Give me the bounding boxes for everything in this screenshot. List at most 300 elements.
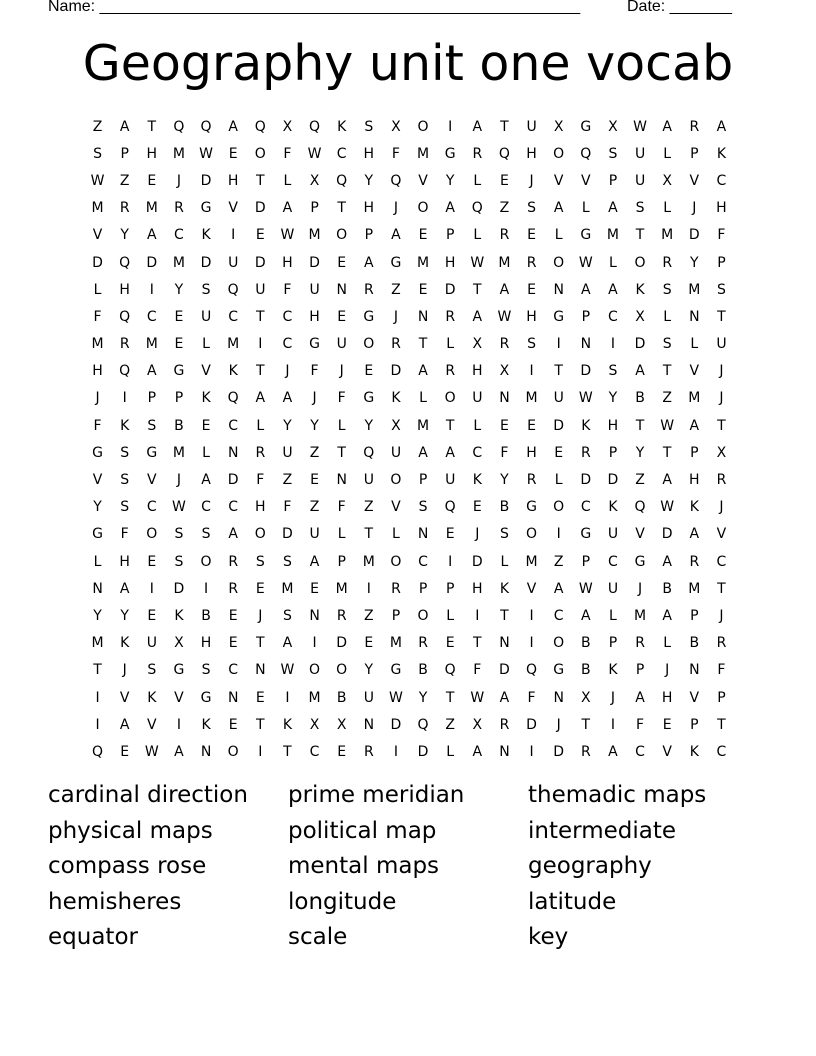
- grid-letter: I: [529, 635, 534, 652]
- grid-letter: B: [662, 580, 672, 597]
- grid-letter: I: [95, 716, 100, 733]
- grid-letter: M: [688, 390, 701, 407]
- grid-letter: A: [608, 200, 618, 217]
- grid-letter: E: [120, 743, 130, 760]
- grid-letter: B: [499, 499, 510, 516]
- word-list-item: hemisheres: [48, 888, 182, 915]
- grid-letter: R: [526, 254, 537, 271]
- grid-letter: G: [363, 390, 375, 407]
- grid-letter: I: [529, 743, 534, 760]
- grid-letter: A: [472, 743, 483, 760]
- date-field-line: Date: _______: [627, 0, 732, 15]
- grid-letter: E: [228, 635, 238, 652]
- grid-letter: S: [608, 363, 618, 380]
- grid-letter: E: [418, 281, 428, 298]
- grid-letter: T: [147, 118, 157, 135]
- grid-letter: K: [608, 499, 618, 516]
- grid-letter: H: [119, 281, 130, 298]
- grid-letter: N: [553, 281, 564, 298]
- grid-letter: Y: [120, 227, 129, 244]
- grid-letter: F: [717, 227, 726, 244]
- grid-letter: I: [556, 336, 561, 353]
- grid-letter: M: [417, 417, 430, 434]
- grid-letter: A: [391, 227, 401, 244]
- grid-letter: M: [172, 254, 185, 271]
- grid-letter: P: [337, 553, 346, 570]
- grid-letter: R: [526, 472, 537, 489]
- grid-letter: P: [717, 689, 726, 706]
- grid-letter: J: [529, 172, 534, 189]
- grid-letter: C: [282, 336, 293, 353]
- grid-letter: H: [363, 145, 375, 162]
- grid-letter: V: [418, 172, 428, 189]
- grid-letter: P: [174, 390, 184, 407]
- grid-row: [84, 358, 736, 385]
- grid-letter: M: [417, 254, 430, 271]
- grid-letter: L: [473, 227, 482, 244]
- grid-letter: H: [309, 308, 320, 325]
- grid-letter: M: [688, 281, 701, 298]
- grid-letter: D: [227, 472, 239, 489]
- word-list: [48, 778, 768, 956]
- grid-letter: P: [690, 607, 699, 624]
- grid-letter: C: [716, 743, 727, 760]
- grid-letter: P: [120, 145, 129, 162]
- word-list-item: cardinal direction: [48, 782, 248, 808]
- grid-letter: O: [444, 390, 456, 407]
- grid-letter: T: [256, 172, 265, 189]
- grid-letter: D: [309, 254, 320, 271]
- grid-letter: Z: [553, 553, 564, 570]
- word-list-item: physical maps: [48, 817, 213, 844]
- grid-letter: W: [497, 308, 512, 325]
- grid-letter: O: [390, 553, 402, 570]
- grid-letter: S: [120, 472, 130, 489]
- grid-letter: Y: [93, 499, 102, 516]
- grid-letter: A: [499, 689, 510, 706]
- grid-letter: T: [256, 635, 265, 652]
- grid-letter: L: [581, 200, 590, 217]
- grid-letter: F: [283, 145, 292, 162]
- grid-letter: A: [553, 580, 564, 597]
- grid-letter: G: [363, 308, 375, 325]
- grid-letter: T: [635, 417, 645, 434]
- grid-letter: M: [172, 444, 185, 461]
- grid-letter: D: [390, 363, 402, 380]
- grid-letter: F: [310, 363, 319, 380]
- grid-letter: R: [363, 281, 374, 298]
- grid-letter: X: [391, 417, 401, 434]
- grid-letter: G: [200, 689, 212, 706]
- grid-letter: H: [526, 145, 537, 162]
- grid-letter: G: [580, 526, 592, 543]
- grid-letter: S: [527, 336, 536, 353]
- grid-letter: G: [444, 145, 456, 162]
- grid-letter: T: [473, 635, 482, 652]
- word-list-item: geography: [528, 853, 652, 879]
- grid-letter: F: [93, 308, 102, 325]
- grid-letter: A: [282, 635, 293, 652]
- grid-letter: N: [417, 526, 429, 543]
- grid-letter: Y: [310, 417, 319, 434]
- grid-letter: E: [662, 716, 672, 733]
- grid-letter: U: [390, 444, 402, 461]
- grid-letter: D: [200, 172, 212, 189]
- grid-letter: N: [580, 336, 592, 353]
- grid-letter: D: [661, 526, 673, 543]
- grid-letter: T: [445, 417, 455, 434]
- grid-letter: E: [527, 281, 536, 298]
- grid-letter: R: [716, 635, 727, 652]
- grid-letter: D: [200, 254, 212, 271]
- grid-letter: O: [417, 200, 429, 217]
- grid-row: [84, 167, 736, 194]
- grid-letter: L: [663, 308, 672, 325]
- grid-letter: L: [419, 390, 427, 407]
- grid-letter: V: [119, 689, 130, 706]
- grid-letter: A: [608, 281, 618, 298]
- grid-letter: L: [609, 254, 617, 271]
- grid-letter: G: [146, 444, 158, 461]
- grid-letter: X: [581, 689, 591, 706]
- grid-letter: T: [418, 336, 428, 353]
- grid-letter: R: [499, 227, 510, 244]
- grid-letter: N: [363, 716, 375, 733]
- grid-letter: U: [309, 526, 320, 543]
- grid-letter: H: [526, 444, 537, 461]
- grid-letter: L: [663, 200, 672, 217]
- grid-letter: X: [391, 118, 401, 135]
- grid-letter: E: [554, 444, 564, 461]
- grid-letter: P: [310, 200, 319, 217]
- grid-letter: C: [228, 662, 239, 679]
- grid-letter: O: [254, 526, 266, 543]
- grid-letter: H: [661, 689, 673, 706]
- grid-letter: K: [581, 417, 591, 434]
- grid-letter: B: [201, 607, 211, 624]
- grid-letter: C: [228, 308, 239, 325]
- grid-letter: X: [635, 308, 645, 325]
- grid-letter: L: [256, 417, 265, 434]
- grid-letter: R: [445, 363, 456, 380]
- grid-letter: A: [716, 118, 727, 135]
- grid-letter: P: [147, 390, 157, 407]
- grid-letter: B: [689, 635, 700, 652]
- grid-letter: T: [662, 444, 672, 461]
- grid-letter: Q: [634, 499, 646, 516]
- grid-letter: T: [581, 716, 591, 733]
- grid-letter: A: [662, 607, 672, 624]
- grid-letter: V: [662, 743, 672, 760]
- grid-letter: P: [690, 145, 699, 162]
- grid-letter: L: [446, 607, 455, 624]
- grid-letter: K: [282, 716, 293, 733]
- grid-letter: E: [147, 607, 157, 624]
- grid-letter: C: [228, 499, 239, 516]
- grid-letter: A: [581, 281, 591, 298]
- grid-letter: L: [554, 472, 563, 489]
- grid-letter: R: [472, 145, 483, 162]
- grid-letter: Y: [418, 689, 428, 706]
- grid-letter: C: [580, 499, 591, 516]
- grid-letter: O: [634, 254, 646, 271]
- grid-letter: F: [500, 444, 509, 461]
- grid-letter: R: [445, 308, 456, 325]
- grid-letter: E: [147, 553, 157, 570]
- grid-letter: R: [119, 200, 130, 217]
- grid-letter: T: [337, 444, 346, 461]
- grid-letter: T: [635, 227, 645, 244]
- grid-letter: T: [473, 281, 482, 298]
- grid-letter: A: [445, 444, 455, 461]
- grid-letter: K: [608, 662, 618, 679]
- grid-letter: F: [283, 281, 292, 298]
- grid-letter: F: [717, 662, 726, 679]
- grid-letter: F: [283, 499, 292, 516]
- grid-letter: M: [91, 200, 104, 217]
- grid-letter: E: [174, 336, 184, 353]
- grid-row: [84, 303, 736, 330]
- grid-letter: I: [610, 716, 615, 733]
- grid-letter: U: [282, 444, 293, 461]
- grid-letter: Z: [662, 390, 672, 407]
- grid-letter: S: [662, 336, 672, 353]
- word-list-item: political map: [288, 817, 437, 844]
- grid-letter: O: [336, 662, 348, 679]
- grid-letter: V: [201, 363, 211, 380]
- word-list-item: equator: [48, 924, 138, 950]
- grid-letter: S: [527, 200, 536, 217]
- grid-letter: H: [200, 635, 212, 652]
- grid-letter: W: [280, 662, 295, 679]
- grid-letter: I: [203, 580, 209, 597]
- grid-letter: N: [553, 689, 564, 706]
- grid-letter: J: [719, 499, 724, 516]
- grid-letter: T: [717, 580, 726, 597]
- grid-letter: J: [665, 662, 670, 679]
- grid-letter: A: [635, 363, 645, 380]
- grid-letter: F: [527, 689, 536, 706]
- grid-letter: D: [92, 254, 103, 271]
- grid-letter: J: [475, 526, 480, 543]
- grid-letter: D: [390, 716, 402, 733]
- grid-letter: S: [282, 607, 292, 624]
- word-list-item: themadic maps: [528, 782, 707, 808]
- grid-letter: A: [282, 200, 293, 217]
- grid-letter: U: [607, 580, 619, 597]
- grid-letter: A: [662, 472, 672, 489]
- grid-letter: I: [312, 635, 317, 652]
- grid-letter: R: [499, 716, 510, 733]
- grid-letter: H: [472, 580, 483, 597]
- grid-letter: X: [472, 716, 483, 733]
- grid-letter: G: [173, 363, 185, 380]
- grid-letter: O: [526, 526, 538, 543]
- grid-letter: L: [609, 607, 617, 624]
- word-list-item: scale: [288, 924, 348, 950]
- grid-letter: F: [93, 417, 102, 434]
- grid-letter: M: [525, 553, 538, 570]
- grid-letter: Y: [283, 417, 292, 434]
- grid-letter: X: [282, 118, 293, 135]
- grid-letter: T: [554, 363, 563, 380]
- grid-letter: H: [282, 254, 293, 271]
- word-search-grid: [84, 113, 736, 766]
- grid-letter: Y: [500, 472, 509, 489]
- grid-letter: U: [716, 336, 727, 353]
- grid-letter: J: [393, 308, 398, 325]
- grid-letter: Y: [364, 417, 374, 434]
- grid-letter: P: [418, 472, 428, 489]
- grid-letter: Z: [282, 472, 293, 489]
- grid-letter: S: [282, 553, 292, 570]
- grid-letter: X: [662, 172, 672, 189]
- grid-letter: R: [418, 635, 428, 652]
- grid-letter: J: [637, 580, 643, 597]
- page-title: Geography unit one vocab: [82, 35, 734, 92]
- grid-letter: X: [309, 716, 320, 733]
- grid-letter: E: [255, 580, 265, 597]
- grid-letter: W: [470, 689, 485, 706]
- grid-letter: N: [227, 444, 239, 461]
- grid-letter: E: [228, 145, 238, 162]
- grid-letter: A: [499, 281, 510, 298]
- grid-letter: V: [689, 172, 700, 189]
- word-list-item: latitude: [528, 888, 617, 915]
- grid-letter: W: [660, 499, 675, 516]
- grid-letter: X: [174, 635, 184, 652]
- grid-letter: Q: [119, 254, 131, 271]
- grid-letter: C: [472, 444, 483, 461]
- grid-letter: E: [337, 308, 347, 325]
- grid-letter: E: [255, 227, 265, 244]
- grid-letter: E: [310, 580, 319, 597]
- grid-letter: I: [149, 281, 154, 298]
- grid-letter: A: [119, 716, 130, 733]
- grid-letter: O: [309, 662, 321, 679]
- grid-letter: I: [231, 227, 236, 244]
- grid-letter: A: [309, 553, 320, 570]
- grid-letter: T: [256, 363, 265, 380]
- grid-letter: D: [254, 254, 266, 271]
- grid-letter: M: [308, 227, 321, 244]
- grid-letter: M: [389, 635, 402, 652]
- grid-letter: G: [526, 499, 537, 516]
- grid-letter: H: [607, 417, 619, 434]
- grid-letter: Q: [580, 145, 592, 162]
- grid-letter: A: [445, 200, 455, 217]
- grid-row: [84, 738, 736, 765]
- grid-letter: L: [473, 172, 482, 189]
- grid-row: [84, 331, 736, 358]
- grid-letter: U: [228, 254, 239, 271]
- grid-letter: P: [391, 607, 401, 624]
- grid-letter: R: [119, 336, 130, 353]
- grid-letter: K: [201, 716, 211, 733]
- grid-letter: J: [610, 689, 615, 706]
- grid-letter: Z: [364, 607, 374, 624]
- grid-letter: C: [553, 607, 564, 624]
- grid-letter: P: [608, 172, 618, 189]
- grid-letter: D: [553, 743, 565, 760]
- grid-letter: K: [120, 417, 130, 434]
- grid-letter: Q: [498, 145, 510, 162]
- grid-letter: R: [499, 336, 510, 353]
- grid-letter: C: [146, 499, 157, 516]
- grid-letter: O: [254, 145, 266, 162]
- grid-letter: J: [258, 607, 263, 624]
- grid-letter: V: [147, 716, 157, 733]
- grid-letter: A: [635, 689, 645, 706]
- grid-letter: V: [635, 526, 645, 543]
- grid-letter: H: [92, 363, 103, 380]
- grid-letter: V: [174, 689, 184, 706]
- grid-letter: H: [146, 145, 158, 162]
- grid-letter: D: [499, 662, 510, 679]
- grid-letter: Q: [444, 662, 456, 679]
- grid-letter: R: [255, 444, 266, 461]
- grid-letter: Q: [119, 363, 131, 380]
- grid-letter: U: [363, 472, 374, 489]
- grid-letter: L: [93, 553, 102, 570]
- grid-letter: Y: [364, 662, 374, 679]
- grid-letter: W: [389, 689, 403, 706]
- grid-letter: Q: [417, 716, 429, 733]
- grid-letter: L: [663, 635, 672, 652]
- grid-letter: I: [393, 743, 398, 760]
- grid-letter: I: [529, 607, 534, 624]
- grid-letter: G: [553, 308, 565, 325]
- grid-row: [84, 602, 736, 629]
- grid-letter: R: [336, 607, 347, 624]
- grid-letter: R: [391, 580, 401, 597]
- grid-letter: F: [256, 472, 265, 489]
- grid-letter: H: [255, 499, 266, 516]
- grid-letter: E: [500, 172, 509, 189]
- grid-letter: E: [201, 417, 211, 434]
- grid-letter: G: [309, 336, 320, 353]
- grid-letter: A: [662, 553, 672, 570]
- grid-letter: R: [635, 635, 645, 652]
- grid-letter: W: [144, 743, 159, 760]
- grid-letter: Q: [390, 172, 402, 189]
- word-list-item: compass rose: [48, 853, 207, 879]
- grid-letter: E: [500, 417, 509, 434]
- grid-letter: E: [147, 172, 157, 189]
- grid-letter: N: [689, 662, 700, 679]
- grid-letter: M: [281, 580, 294, 597]
- grid-letter: T: [283, 743, 292, 760]
- grid-letter: T: [256, 716, 265, 733]
- grid-letter: B: [174, 417, 184, 434]
- grid-letter: M: [227, 336, 240, 353]
- grid-letter: H: [444, 254, 456, 271]
- grid-letter: L: [554, 227, 563, 244]
- grid-letter: G: [580, 227, 592, 244]
- grid-letter: V: [689, 689, 700, 706]
- grid-letter: L: [663, 145, 672, 162]
- grid-letter: K: [147, 689, 157, 706]
- grid-letter: K: [716, 145, 727, 162]
- grid-letter: S: [635, 200, 645, 217]
- grid-letter: E: [255, 689, 265, 706]
- grid-letter: T: [717, 417, 726, 434]
- grid-letter: S: [499, 526, 509, 543]
- grid-letter: R: [391, 336, 401, 353]
- grid-letter: D: [282, 526, 293, 543]
- grid-letter: R: [662, 254, 673, 271]
- grid-letter: Z: [119, 172, 130, 189]
